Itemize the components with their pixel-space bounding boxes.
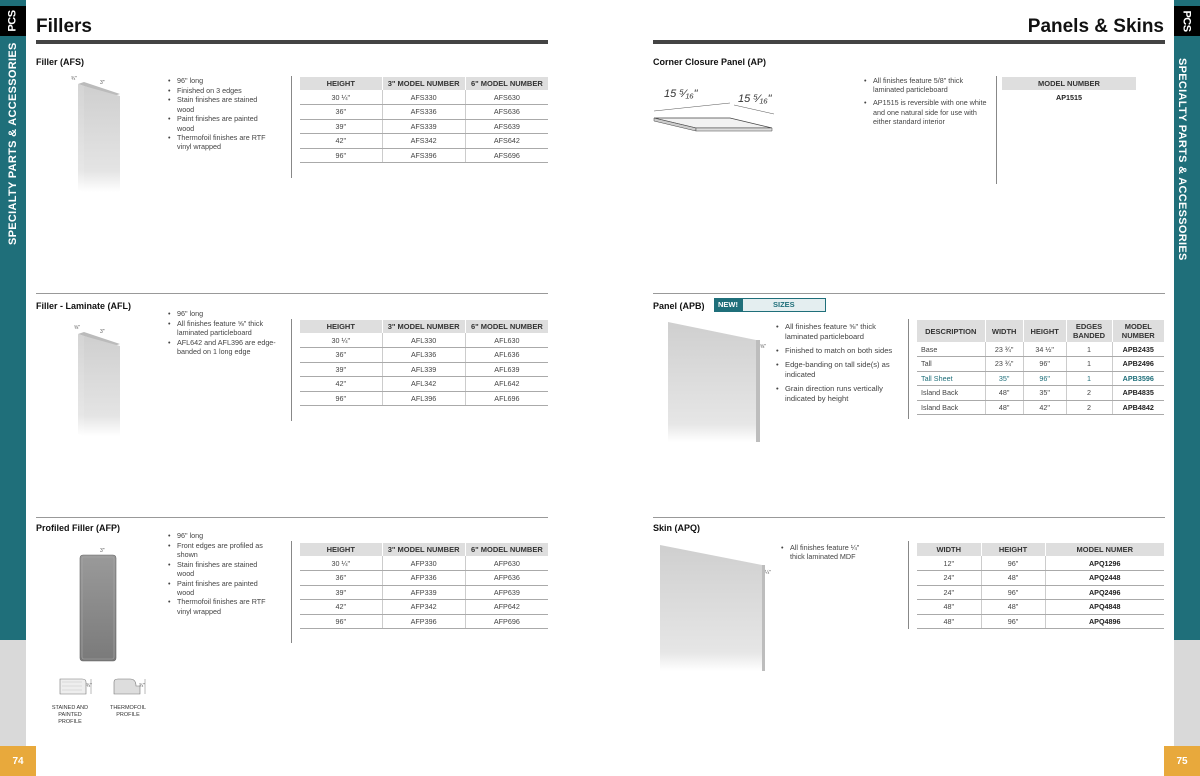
table-row (300, 148, 548, 163)
header-cell: 6" MODEL NUMBER (465, 543, 548, 556)
table-cell: AFP336 (382, 571, 465, 586)
table-cell: Base (917, 342, 985, 357)
new-badge: NEW! (714, 298, 742, 312)
bullet: • Finished to match on both sides (776, 346, 902, 356)
table-cell: AFP642 (465, 600, 548, 615)
header-cell: 3" MODEL NUMBER (382, 320, 465, 333)
header-cell: HEIGHT (300, 320, 382, 333)
table-cell: APB2435 (1112, 342, 1164, 357)
table-cell: AFP396 (382, 614, 465, 629)
table-row (917, 585, 1164, 600)
table-cell: AFP339 (382, 585, 465, 600)
bullet: • 96" long (168, 76, 268, 85)
table-cell: 30 ¼" (300, 90, 382, 105)
apb-bullets (776, 322, 902, 408)
page-number-left: 74 (0, 746, 36, 776)
table-cell: AFL639 (465, 362, 548, 377)
bullet: • Thermofoil finishes are RTF vinyl wrapped (168, 133, 268, 151)
bullet: • Finished on 3 edges (168, 86, 268, 95)
stained-profile-icon (58, 676, 98, 698)
bullet: • AP1515 is reversible with one white and one natural side for use with either standard interior (864, 98, 989, 126)
divider (36, 293, 548, 294)
header-cell: DESCRIPTION (917, 320, 985, 342)
header-cell: 3" MODEL NUMBER (382, 77, 465, 90)
table-row (917, 342, 1164, 357)
dim-label: 15 ⁵⁄₁₆" (664, 88, 698, 100)
table-row (300, 571, 548, 586)
table-cell: 96" (300, 614, 382, 629)
table-cell: AFL396 (382, 391, 465, 406)
bullet: • Stain finishes are stained wood (168, 560, 268, 578)
table-row (300, 134, 548, 149)
table-cell: APQ2448 (1045, 571, 1164, 586)
table-cell: 48" (985, 400, 1023, 415)
table-cell: 96" (300, 148, 382, 163)
table-cell: AFS342 (382, 134, 465, 149)
title-rule-right (653, 40, 1165, 44)
table-cell: 24" (917, 571, 981, 586)
table-cell: 1 (1066, 342, 1112, 357)
pcs-logo-left: PCS (0, 6, 26, 36)
table-row (300, 105, 548, 120)
table-row (917, 600, 1164, 615)
afp-table (300, 543, 548, 629)
table-cell: AFS696 (465, 148, 548, 163)
table-row (300, 556, 548, 571)
table-cell: 42" (1023, 400, 1066, 415)
header-cell: 3" MODEL NUMBER (382, 543, 465, 556)
table-cell: 36" (300, 571, 382, 586)
table-cell: AFL642 (465, 377, 548, 392)
table-row (917, 386, 1164, 401)
table-cell: AFS636 (465, 105, 548, 120)
header-cell: HEIGHT (300, 77, 382, 90)
afl-table (300, 320, 548, 406)
bullet: • All finishes feature ⅝" thick laminated particleboard (776, 322, 902, 342)
section-title-afs: Filler (AFS) (36, 57, 85, 67)
dim-label: ¼" (765, 570, 771, 576)
divider (36, 517, 548, 518)
table-row (300, 614, 548, 629)
section-label-left: SPECIALTY PARTS & ACCESSORIES (7, 42, 19, 245)
table-row (300, 391, 548, 406)
section-title-ap: Corner Closure Panel (AP) (653, 57, 767, 67)
table-cell: APQ4848 (1045, 600, 1164, 615)
table-row (1002, 90, 1136, 105)
header-cell: MODEL NUMBER (1002, 77, 1136, 90)
sizes-badge: SIZES (742, 298, 826, 312)
page-title-left: Fillers (36, 16, 92, 37)
table-cell: AFP630 (465, 556, 548, 571)
dim-label: ¾" (139, 683, 145, 689)
header-cell: MODEL NUMBER (1112, 320, 1164, 342)
bullet: • All finishes feature ⅝" thick laminated particleboard (168, 319, 280, 337)
dim-label: 3" (100, 329, 105, 335)
table-cell: 23 ¾" (985, 357, 1023, 372)
table-cell: APB3596 (1112, 371, 1164, 386)
bullet: • Paint finishes are painted wood (168, 114, 268, 132)
table-cell: AFP636 (465, 571, 548, 586)
table-cell: AFS336 (382, 105, 465, 120)
section-title-apb: Panel (APB) (653, 301, 705, 311)
header-cell: WIDTH (917, 543, 981, 556)
separator (291, 76, 292, 178)
table-cell: 36" (300, 105, 382, 120)
bullet: • All finishes feature 5/8" thick laminated particleboard (864, 76, 989, 94)
header-cell: HEIGHT (981, 543, 1045, 556)
table-cell: AFS339 (382, 119, 465, 134)
table-row (917, 400, 1164, 415)
new-sizes-badge (714, 298, 826, 312)
apb-table (917, 320, 1164, 415)
filler-afl-illustration (70, 330, 130, 440)
table-cell: 48" (981, 571, 1045, 586)
table-cell: 48" (985, 386, 1023, 401)
table-cell: 2 (1066, 400, 1112, 415)
header-cell: WIDTH (985, 320, 1023, 342)
thermofoil-profile-icon (112, 676, 152, 698)
apq-table (917, 543, 1164, 629)
table-cell: 23 ¾" (985, 342, 1023, 357)
table-cell: 96" (981, 585, 1045, 600)
table-cell: AFS330 (382, 90, 465, 105)
table-cell: APQ2496 (1045, 585, 1164, 600)
dim-label: 3" (100, 548, 105, 554)
bullet: • 96" long (168, 309, 280, 318)
table-cell: APB2496 (1112, 357, 1164, 372)
bullet: • Thermofoil finishes are RTF vinyl wrapped (168, 597, 268, 615)
header-cell: HEIGHT (1023, 320, 1066, 342)
left-side-gray (0, 640, 26, 746)
page-title-right: Panels & Skins (1027, 16, 1164, 37)
afl-bullets (168, 309, 280, 357)
table-cell: AFL630 (465, 333, 548, 348)
table-row (917, 357, 1164, 372)
table-cell: AFL342 (382, 377, 465, 392)
table-cell: APQ4896 (1045, 614, 1164, 629)
table-cell: 42" (300, 377, 382, 392)
table-row (917, 571, 1164, 586)
bullet: • Stain finishes are stained wood (168, 95, 268, 113)
header-cell: EDGES BANDED (1066, 320, 1112, 342)
bullet: • Grain direction runs vertically indicated by height (776, 384, 902, 404)
table-cell: AFS639 (465, 119, 548, 134)
title-rule-left (36, 40, 548, 44)
bullet: • Paint finishes are painted wood (168, 579, 268, 597)
table-row (300, 585, 548, 600)
dim-label: ¾" (86, 683, 92, 689)
table-cell: AFL339 (382, 362, 465, 377)
table-cell: 96" (1023, 371, 1066, 386)
dim-label: 15 ⁵⁄₁₆" (738, 93, 772, 105)
table-row (300, 348, 548, 363)
table-cell: AFP696 (465, 614, 548, 629)
header-cell: HEIGHT (300, 543, 382, 556)
bullet: • Edge-banding on tall side(s) as indicated (776, 360, 902, 380)
table-cell: AFP639 (465, 585, 548, 600)
table-cell: 35" (985, 371, 1023, 386)
table-row (917, 556, 1164, 571)
table-cell: 2 (1066, 386, 1112, 401)
table-cell: AFS630 (465, 90, 548, 105)
table-row (300, 90, 548, 105)
table-cell: AFL336 (382, 348, 465, 363)
section-title-afp: Profiled Filler (AFP) (36, 523, 121, 533)
skin-apq-illustration (656, 543, 768, 673)
table-cell: 30 ¼" (300, 556, 382, 571)
table-cell: 48" (981, 600, 1045, 615)
table-cell: AFL330 (382, 333, 465, 348)
divider (653, 293, 1165, 294)
table-cell: 35" (1023, 386, 1066, 401)
table-cell: 39" (300, 362, 382, 377)
header-cell: 6" MODEL NUMBER (465, 77, 548, 90)
dim-label: ¾" (71, 76, 77, 82)
bullet: • All finishes feature ¼" thick laminated MDF (781, 543, 875, 561)
table-cell: AFL636 (465, 348, 548, 363)
table-cell: 24" (917, 585, 981, 600)
table-cell: 96" (1023, 357, 1066, 372)
right-side-gray (1174, 640, 1200, 746)
separator (908, 541, 909, 629)
divider (653, 517, 1165, 518)
pcs-logo-right: PCS (1174, 6, 1200, 36)
table-cell: 96" (981, 614, 1045, 629)
table-row (300, 119, 548, 134)
afs-bullets (168, 76, 268, 152)
table-cell: AFS396 (382, 148, 465, 163)
profile-caption: STAINED AND PAINTED PROFILE (51, 705, 89, 725)
table-cell: 1 (1066, 371, 1112, 386)
page-number-right: 75 (1164, 746, 1200, 776)
table-cell: 39" (300, 585, 382, 600)
table-cell: AFP342 (382, 600, 465, 615)
bullet: • AFL642 and AFL396 are edge-banded on 1 long edge (168, 338, 280, 356)
separator (996, 76, 997, 184)
table-cell: APB4835 (1112, 386, 1164, 401)
dim-label: 3" (100, 80, 105, 86)
dim-label: ⅝" (760, 344, 766, 350)
apq-bullets (781, 543, 875, 562)
table-cell: 96" (981, 556, 1045, 571)
table-cell: 30 ¼" (300, 333, 382, 348)
table-cell: 39" (300, 119, 382, 134)
table-cell: APB4842 (1112, 400, 1164, 415)
afs-table (300, 77, 548, 163)
separator (908, 319, 909, 419)
bullet: • 96" long (168, 531, 268, 540)
separator (291, 541, 292, 643)
header-cell: MODEL NUMER (1045, 543, 1164, 556)
header-cell: 6" MODEL NUMBER (465, 320, 548, 333)
ap-bullets (864, 76, 989, 127)
table-cell: AFP330 (382, 556, 465, 571)
table-cell: 48" (917, 600, 981, 615)
bullet: • Front edges are profiled as shown (168, 541, 268, 559)
table-cell: 36" (300, 348, 382, 363)
table-cell: AFS642 (465, 134, 548, 149)
table-row (300, 377, 548, 392)
separator (291, 319, 292, 421)
table-cell: 34 ½" (1023, 342, 1066, 357)
table-cell: Island Back (917, 386, 985, 401)
table-row (300, 600, 548, 615)
table-cell: APQ1296 (1045, 556, 1164, 571)
dim-label: ⅝" (74, 325, 80, 331)
afp-bullets (168, 531, 268, 616)
section-label-right: SPECIALTY PARTS & ACCESSORIES (1176, 58, 1188, 261)
filler-afs-illustration (70, 80, 130, 195)
section-title-afl: Filler - Laminate (AFL) (36, 301, 132, 311)
table-row (917, 371, 1164, 386)
table-cell: AFL696 (465, 391, 548, 406)
section-title-apq: Skin (APQ) (653, 523, 701, 533)
table-cell: 1 (1066, 357, 1112, 372)
table-row (917, 614, 1164, 629)
table-cell: Tall Sheet (917, 371, 985, 386)
table-row (300, 333, 548, 348)
table-row (300, 362, 548, 377)
table-cell: 48" (917, 614, 981, 629)
table-cell: Tall (917, 357, 985, 372)
filler-afp-illustration (78, 553, 122, 665)
table-cell: 42" (300, 600, 382, 615)
table-cell: AP1515 (1056, 92, 1082, 102)
table-cell: 96" (300, 391, 382, 406)
ap-table (1002, 77, 1136, 105)
table-cell: 12" (917, 556, 981, 571)
panel-apb-illustration (664, 320, 764, 444)
table-cell: Island Back (917, 400, 985, 415)
table-cell: 42" (300, 134, 382, 149)
profile-caption: THERMOFOIL PROFILE (109, 705, 147, 718)
